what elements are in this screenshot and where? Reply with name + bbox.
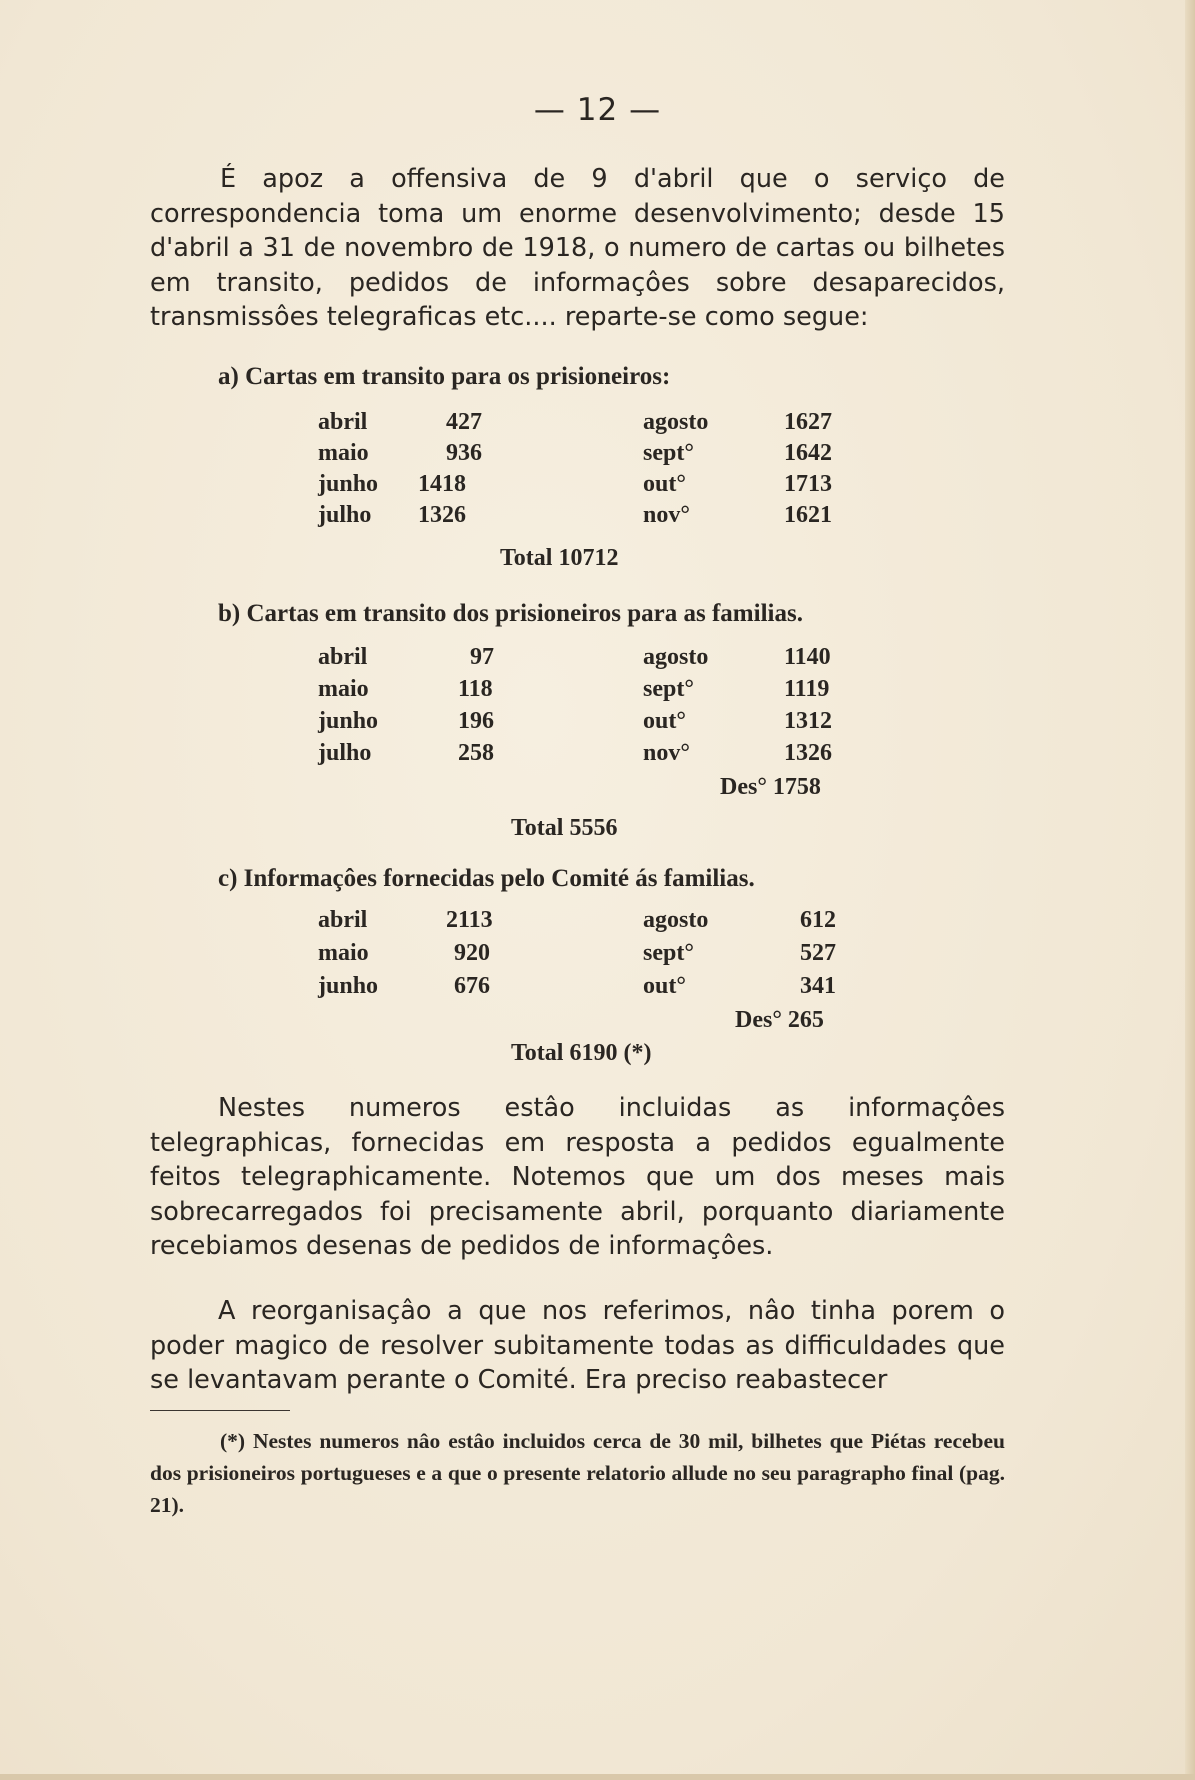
section-b-month: sept° <box>643 676 694 702</box>
page-edge-right <box>1185 0 1195 1780</box>
intro-paragraph: É apoz a offensiva de 9 d'abril que o serviço de correspondencia toma um enorme desenvolvimento; desde 15 d'abril a 31 de novembro de 1918, o numero de cartas ou bilhetes em transito, pedidos de informaçôes sobre desaparecidos, transmissôes telegraficas etc.... reparte-se como segue: <box>150 164 1005 332</box>
section-a-month: nov° <box>643 502 690 528</box>
section-b-value: 1326 <box>784 740 832 766</box>
section-b-value: 1140 <box>784 644 831 670</box>
section-a-month: maio <box>318 440 369 466</box>
section-b-value: 1312 <box>784 708 832 734</box>
section-c-month: abril <box>318 907 368 933</box>
section-c-value: 341 <box>800 973 836 999</box>
section-b-month: julho <box>318 740 372 766</box>
section-a-month: sept° <box>643 440 694 466</box>
section-c-heading: c) Informaçôes fornecidas pelo Comité ás familias. <box>218 865 755 892</box>
page-edge-bottom <box>0 1774 1195 1780</box>
section-a-month: agosto <box>643 409 709 435</box>
section-b-month: agosto <box>643 644 709 670</box>
section-c-month: out° <box>643 973 686 999</box>
section-c-value: 676 <box>454 973 490 999</box>
paragraph-3: A reorganisaçâo a que nos referimos, nâo tinha porem o poder magico de resolver subitamente todas as difficuldades que se levantavam perante o Comité. Era preciso reabastecer <box>150 1296 1005 1395</box>
section-c-month: sept° <box>643 940 694 966</box>
section-a-heading: a) Cartas em transito para os prisioneiros: <box>218 363 671 390</box>
section-b-value: 118 <box>458 676 493 702</box>
section-a-value: 1621 <box>784 502 832 528</box>
section-a-month: out° <box>643 471 686 497</box>
section-a-value: 1627 <box>784 409 832 435</box>
section-a-value: 427 <box>446 409 482 435</box>
section-a-value: 1326 <box>418 502 466 528</box>
section-b-month: junho <box>318 708 379 734</box>
section-b-value: 258 <box>458 740 494 766</box>
section-b-value: 97 <box>470 644 494 670</box>
section-a-month: junho <box>318 471 379 497</box>
footnote-rule <box>150 1410 290 1411</box>
section-b-total: Total 5556 <box>511 815 618 841</box>
section-c-value: 612 <box>800 907 836 933</box>
section-a-value: 1642 <box>784 440 832 466</box>
section-b-month: abril <box>318 644 368 670</box>
section-b-month: out° <box>643 708 686 734</box>
section-c-value: 920 <box>454 940 490 966</box>
section-c-month: agosto <box>643 907 709 933</box>
section-c-value: 2113 <box>446 907 493 933</box>
section-b-value: 196 <box>458 708 494 734</box>
section-c-value: 527 <box>800 940 836 966</box>
section-a-month: julho <box>318 502 372 528</box>
section-a-value: 936 <box>446 440 482 466</box>
section-c-month: junho <box>318 973 379 999</box>
section-c-december: Des° 265 <box>735 1007 824 1033</box>
section-c-month: maio <box>318 940 369 966</box>
section-b-december: Des° 1758 <box>720 774 821 800</box>
page-number: — 12 — <box>533 92 662 128</box>
section-a-value: 1713 <box>784 471 832 497</box>
section-c-total: Total 6190 (*) <box>511 1040 652 1066</box>
section-b-month: maio <box>318 676 369 702</box>
section-a-month: abril <box>318 409 368 435</box>
section-a-value: 1418 <box>418 471 466 497</box>
section-a-total: Total 10712 <box>500 545 619 571</box>
section-b-heading: b) Cartas em transito dos prisioneiros para as familias. <box>218 600 803 627</box>
section-b-month: nov° <box>643 740 690 766</box>
footnote: (*) Nestes numeros nâo estâo incluidos cerca de 30 mil, bilhetes que Piétas recebeu dos prisioneiros portugueses e a que o presente relatorio allude no seu paragrapho final (pag. 21). <box>150 1429 1005 1517</box>
paragraph-2: Nestes numeros estâo incluidas as informaçôes telegraphicas, fornecidas em resposta a pedidos egualmente feitos telegraphicamente. Notemos que um dos meses mais sobrecarregados foi precisamente abril, porquanto diariamente recebiamos desenas de pedidos de informaçôes. <box>150 1093 1005 1261</box>
section-b-value: 1119 <box>784 676 830 702</box>
